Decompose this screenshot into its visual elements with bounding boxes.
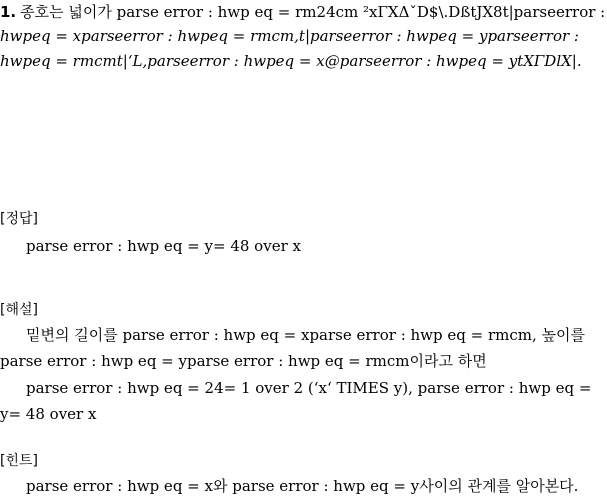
hint-text: parse error : hwp eq = x와 parse error : hwp eq = y사이의 관계를 알아본다. — [26, 477, 579, 495]
question-number: 1. — [0, 3, 17, 21]
question-text-1: 종호는 넓이가 parse error : hwp eq = rm24cm ²xΓXΔˇD$\.DßtJX8t|parseerror : — [20, 3, 606, 21]
question-line-1 — [0, 2, 605, 22]
question-line-2: hwpeq = xparseerror : hwpeq = rmcm,t|parseerror : hwpeq = yparseerror : — [0, 27, 579, 45]
explanation-line-3: parse error : hwp eq = 24= 1 over 2 (‘x‘ TIMES y), parse error : hwp eq = — [26, 379, 592, 397]
explanation-line-4: y= 48 over x — [0, 405, 97, 423]
question-line-3: hwpeq = rmcmt|‘L,parseerror : hwpeq = x@parseerror : hwpeq = ytXΓDlX|. — [0, 52, 582, 70]
hint-label: [힌트] — [0, 453, 38, 469]
answer-text: parse error : hwp eq = y= 48 over x — [26, 237, 301, 255]
explanation-line-2: parse error : hwp eq = yparse error : hwp eq = rmcm이라고 하면 — [0, 352, 487, 370]
answer-label: [정답] — [0, 211, 38, 227]
explanation-line-1: 밑변의 길이를 parse error : hwp eq = xparse error : hwp eq = rmcm, 높이를 — [26, 326, 586, 344]
explanation-label: [해설] — [0, 302, 38, 318]
